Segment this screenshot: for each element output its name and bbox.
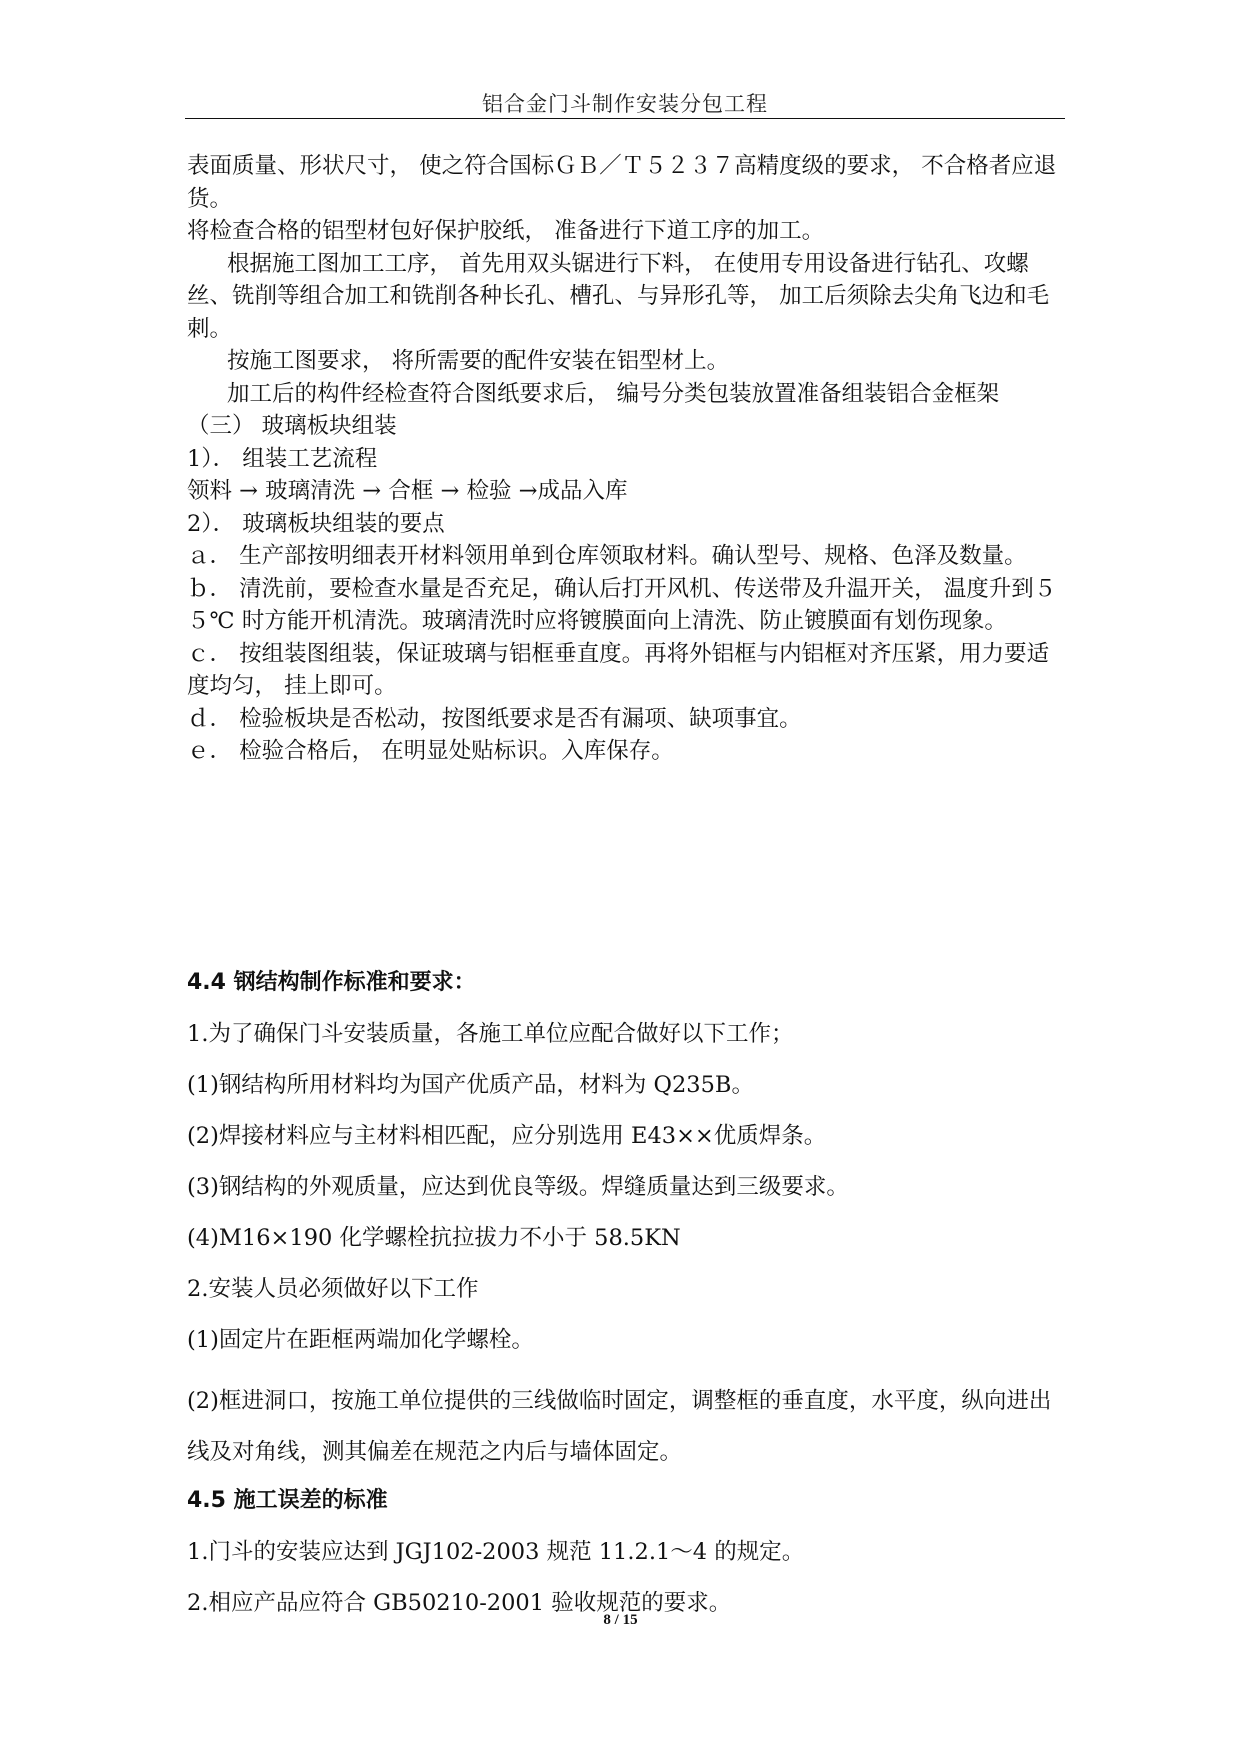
paragraph: 表面质量、形状尺寸， 使之符合国标ＧＢ／Ｔ５２３７高精度级的要求， 不合格者应退货。 [187,153,1057,212]
list-item: ｅ． 检验合格后， 在明显处贴标识。入库保存。 [187,738,674,764]
list-item: ｃ． 按组装图组装，保证玻璃与铝框垂直度。再将外铝框与内铝框对齐压紧，用力要适度均匀， 挂上即可。 [187,640,1050,699]
paragraph: (1)钢结构所用材料均为国产优质产品，材料为 Q235B。 [187,1072,754,1098]
section-heading-4-4: 4.4 钢结构制作标准和要求： [187,970,476,995]
section-glass-assembly [187,150,1067,768]
list-item: ａ． 生产部按明细表开材料领用单到仓库领取材料。确认型号、规格、色泽及数量。 [187,543,1027,569]
paragraph: 按施工图要求， 将所需要的配件安装在铝型材上。 [227,348,730,374]
paragraph: (4)M16×190 化学螺栓抗拉拔力不小于 58.5KN [187,1225,681,1251]
process-flow: 领料 → 玻璃清洗 → 合框 → 检验 →成品入库 [187,478,628,504]
paragraph: 2.安装人员必须做好以下工作 [187,1276,479,1302]
list-item: 1）． 组装工艺流程 [187,445,378,472]
paragraph: 加工后的构件经检查符合图纸要求后， 编号分类包装放置准备组装铝合金框架 [227,380,1000,407]
paragraph: 1.门斗的安装应达到 JGJ102-2003 规范 11.2.1～4 的规定。 [187,1539,805,1565]
list-item: 2）． 玻璃板块组装的要点 [187,510,445,537]
list-item: ｄ． 检验板块是否松动，按图纸要求是否有漏项、缺项事宜。 [187,705,802,732]
paragraph: 根据施工图加工工序， 首先用双头锯进行下料， 在使用专用设备进行钻孔、攻螺丝、铣削等组合加工和铣削各种长孔、槽孔、与异形孔等， 加工后须除去尖角飞边和毛刺。 [187,250,1050,342]
list-item: ｂ． 清洗前，要检查水量是否充足，确认后打开风机、传送带及升温开关， 温度升到５５℃ 时方能开机清洗。玻璃清洗时应将镀膜面向上清洗、防止镀膜面有划伤现象。 [187,575,1057,634]
paragraph: (1)固定片在距框两端加化学螺栓。 [187,1327,534,1353]
subheading: （三） 玻璃板块组装 [187,413,397,439]
page-header-title: 铝合金门斗制作安装分包工程 [482,92,768,116]
paragraph: 将检查合格的铝型材包好保护胶纸， 准备进行下道工序的加工。 [187,218,825,244]
header-divider [185,118,1065,119]
paragraph: (2)框进洞口，按施工单位提供的三线做临时固定，调整框的垂直度，水平度，纵向进出线及对角线，测其偏差在规范之内后与墙体固定。 [187,1388,1052,1465]
section-4-4 [187,968,1067,1639]
paragraph: 2.相应产品应符合 GB50210-2001 验收规范的要求。 [187,1590,732,1616]
paragraph: 1.为了确保门斗安装质量，各施工单位应配合做好以下工作； [187,1021,794,1047]
page-number: 8 / 15 [603,1612,638,1628]
paragraph: (3)钢结构的外观质量，应达到优良等级。焊缝质量达到三级要求。 [187,1174,849,1200]
paragraph: (2)焊接材料应与主材料相匹配，应分别选用 E43××优质焊条。 [187,1123,827,1149]
section-heading-4-5: 4.5 施工误差的标准 [187,1488,388,1513]
